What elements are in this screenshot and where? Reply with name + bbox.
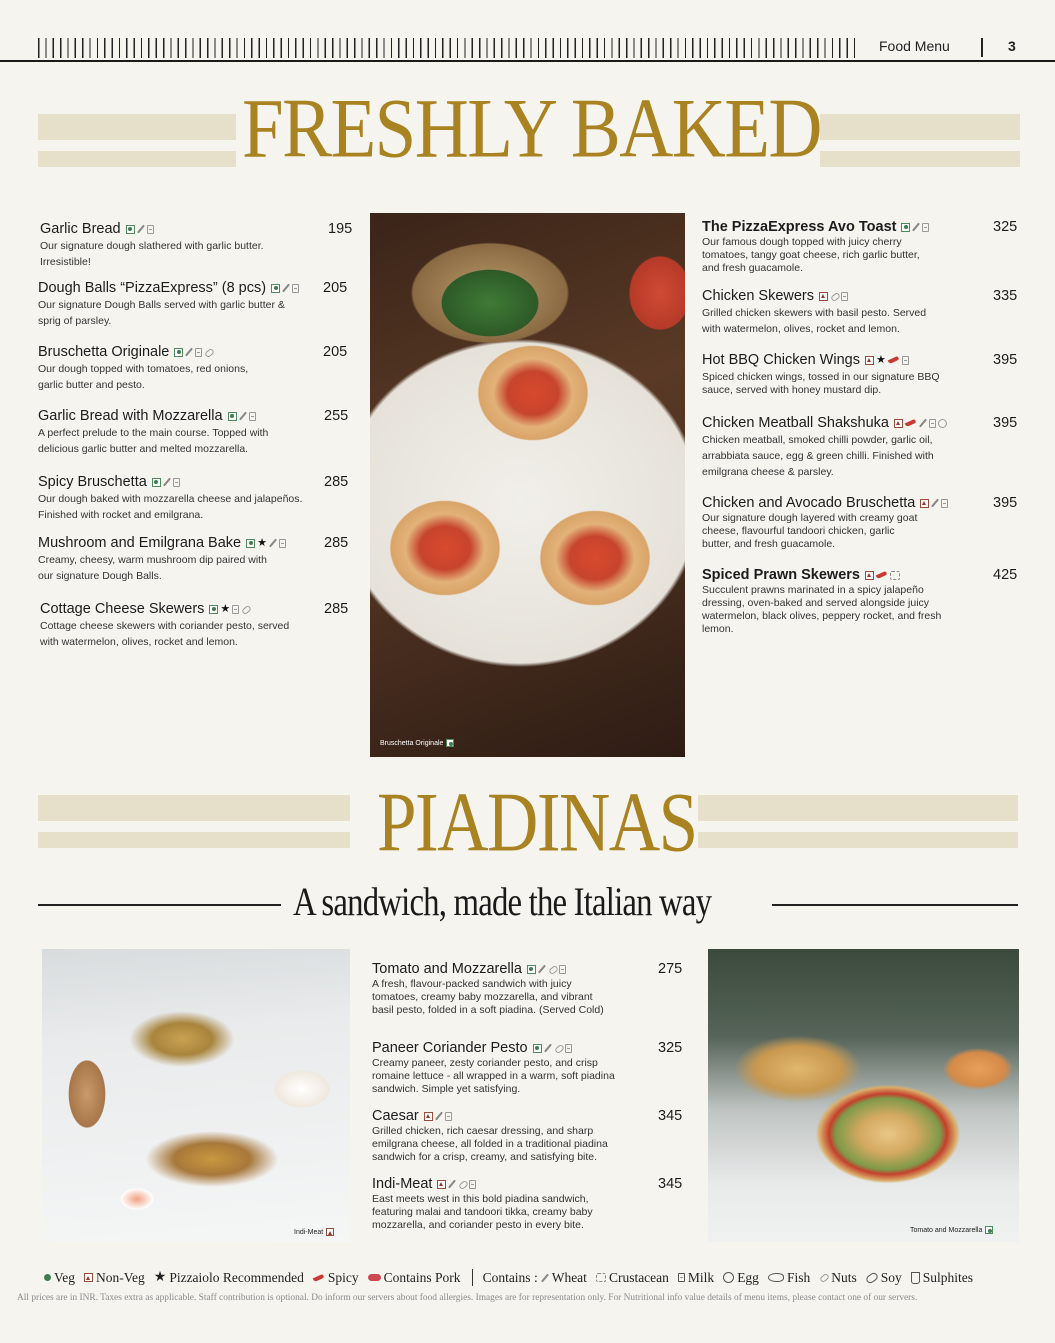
menu-item	[38, 344, 352, 393]
veg-icon	[44, 1274, 51, 1281]
item-price: 395	[993, 352, 1018, 368]
title-band	[38, 832, 350, 848]
item-description: A fresh, flavour-packed sandwich with juicy tomatoes, creamy baby mozzarella, and vibrant basil pesto, folded in a soft piadina. (Served Cold)	[372, 978, 604, 1016]
veg-icon	[527, 965, 536, 974]
item-description: Our dough topped with tomatoes, red onions, garlic butter and pesto.	[38, 363, 249, 391]
milk-icon	[147, 225, 154, 234]
item-price: 345	[658, 1176, 683, 1192]
menu-item	[702, 567, 1020, 636]
menu-item	[372, 1176, 686, 1232]
milk-icon	[841, 292, 848, 301]
item-name: Garlic Bread with Mozzarella	[38, 408, 223, 424]
menu-item	[702, 288, 1020, 337]
item-name: Dough Balls “PizzaExpress” (8 pcs)	[38, 280, 267, 296]
caption-text: Tomato and Mozzarella	[910, 1226, 983, 1234]
item-price: 275	[658, 961, 683, 977]
photo-caption	[380, 739, 454, 747]
non-veg-icon	[437, 1180, 446, 1189]
wheat-icon	[185, 348, 193, 356]
item-description: Our signature dough slathered with garlic butter. Irresistible!	[40, 240, 264, 268]
legend-nonveg: Non-Veg	[96, 1269, 145, 1285]
wheat-icon	[282, 284, 290, 292]
legend-sulphites: Sulphites	[922, 1269, 973, 1285]
menu-item	[38, 280, 352, 329]
non-veg-icon	[84, 1273, 93, 1282]
legend-crustacean: Crustacean	[608, 1269, 669, 1285]
section-title-freshly-baked: FRESHLY BAKED	[242, 80, 821, 175]
photo-caption	[294, 1228, 334, 1236]
title-band	[698, 795, 1018, 821]
milk-icon	[445, 1112, 452, 1121]
title-band	[38, 795, 350, 821]
menu-item	[702, 219, 1020, 275]
milk-icon	[232, 605, 239, 614]
photo-caption	[910, 1226, 993, 1234]
item-price: 325	[658, 1040, 683, 1056]
item-name: Indi-Meat	[372, 1176, 433, 1192]
milk-icon	[559, 965, 566, 974]
item-description: Our signature dough layered with creamy goat cheese, flavourful tandoori chicken, garlic butter, and fresh guacamole.	[702, 512, 918, 550]
item-price: 425	[993, 567, 1018, 583]
item-description: Cottage cheese skewers with coriander pesto, served with watermelon, olives, rocket and lemon.	[40, 620, 290, 648]
item-name: Paneer Coriander Pesto	[372, 1040, 528, 1056]
nuts-icon	[548, 965, 557, 974]
non-veg-icon	[819, 292, 828, 301]
veg-icon	[446, 739, 454, 747]
header-divider	[981, 38, 983, 57]
legend-fish: Fish	[786, 1269, 811, 1285]
legend-soy: Soy	[880, 1269, 902, 1285]
star-icon: ★	[153, 1270, 167, 1285]
non-veg-icon	[894, 419, 903, 428]
milk-icon	[249, 412, 256, 421]
title-band	[38, 114, 236, 140]
item-name: Mushroom and Emilgrana Bake	[38, 535, 242, 551]
milk-icon	[292, 284, 299, 293]
menu-item	[38, 408, 352, 457]
non-veg-icon	[920, 499, 929, 508]
milk-icon	[469, 1180, 476, 1189]
wheat-icon	[163, 478, 171, 486]
non-veg-icon	[865, 571, 874, 580]
wheat-icon	[435, 1112, 443, 1120]
legend-contains-label: Contains :	[482, 1269, 538, 1285]
egg-icon	[938, 419, 947, 428]
item-price: 205	[323, 344, 348, 360]
footnote-disclaimer: All prices are in INR. Taxes extra as applicable. Staff contribution is optional. Do inform our servers about food allergies. Images are for representation only. For Nutritional info value details of menu items, please contact one of our servers.	[17, 1293, 918, 1303]
page-header	[0, 0, 1055, 62]
menu-item	[372, 961, 686, 1017]
item-price: 335	[993, 288, 1018, 304]
legend-pork: Contains Pork	[383, 1269, 461, 1285]
menu-label: Food Menu	[879, 38, 950, 54]
item-description: Creamy paneer, zesty coriander pesto, and crisp romaine lettuce - all wrapped in a warm, soft piadina sandwich. Simple yet satisfying.	[372, 1057, 615, 1095]
menu-item	[38, 474, 352, 523]
menu-item	[702, 352, 1020, 397]
nuts-icon	[819, 1273, 828, 1282]
item-name: Chicken and Avocado Bruschetta	[702, 495, 916, 511]
item-description: Grilled chicken, rich caesar dressing, and sharp emilgrana cheese, all folded in a traditional piadina sandwich for a crisp, creamy, and satisfying bite.	[372, 1125, 608, 1163]
star-icon: ★	[257, 536, 267, 549]
veg-icon	[228, 412, 237, 421]
title-band	[820, 114, 1020, 140]
caption-text: Bruschetta Originale	[380, 739, 444, 747]
item-name: Cottage Cheese Skewers	[40, 601, 205, 617]
item-description: Our dough baked with mozzarella cheese and jalapeños. Finished with rocket and emilgrana.	[38, 493, 303, 521]
legend-recommended: Pizzaiolo Recommended	[169, 1269, 304, 1285]
title-band	[698, 832, 1018, 848]
section-title-piadinas: PIADINAS	[377, 774, 697, 869]
wheat-icon	[269, 539, 277, 547]
milk-icon	[678, 1273, 685, 1282]
page-number: 3	[1008, 38, 1016, 54]
legend-spicy: Spicy	[327, 1269, 359, 1285]
subtitle-rule	[772, 904, 1018, 906]
item-name: Tomato and Mozzarella	[372, 961, 522, 977]
item-price: 325	[993, 219, 1018, 235]
item-description: Succulent prawns marinated in a spicy jalapeño dressing, oven-baked and served alongside juicy watermelon, black olives, peppery rocket, and fresh lemon.	[702, 584, 942, 635]
decorative-barcode	[38, 38, 860, 58]
milk-icon	[941, 499, 948, 508]
veg-icon	[901, 223, 910, 232]
wheat-icon	[931, 499, 939, 507]
chilli-icon	[876, 571, 888, 579]
legend-veg: Veg	[54, 1269, 75, 1285]
photo-tomato-mozzarella	[708, 949, 1019, 1242]
menu-item	[40, 601, 352, 650]
wheat-icon	[239, 412, 247, 420]
veg-icon	[174, 348, 183, 357]
non-veg-icon	[326, 1228, 334, 1236]
item-name: Bruschetta Originale	[38, 344, 170, 360]
soy-icon	[865, 1271, 879, 1284]
item-price: 195	[328, 221, 353, 237]
item-price: 345	[658, 1108, 683, 1124]
egg-icon	[723, 1272, 734, 1283]
item-description: A perfect prelude to the main course. Topped with delicious garlic butter and melted mozzarella.	[38, 427, 269, 455]
item-price: 395	[993, 415, 1018, 431]
menu-item	[372, 1108, 686, 1164]
item-description: East meets west in this bold piadina sandwich, featuring malai and tandoori tikka, creamy baby mozzarella, and coriander pesto in every bite.	[372, 1193, 593, 1231]
item-price: 285	[324, 535, 349, 551]
non-veg-icon	[865, 356, 874, 365]
menu-item	[38, 535, 352, 584]
milk-icon	[565, 1044, 572, 1053]
menu-item	[702, 415, 1020, 480]
menu-item	[702, 495, 1020, 551]
veg-icon	[126, 225, 135, 234]
crustacean-icon	[890, 571, 900, 580]
legend-wheat: Wheat	[551, 1269, 587, 1285]
wheat-icon	[919, 419, 927, 427]
item-price: 205	[323, 280, 348, 296]
item-description: Our signature Dough Balls served with garlic butter & sprig of parsley.	[38, 299, 285, 327]
item-price: 285	[324, 474, 349, 490]
item-price: 255	[324, 408, 349, 424]
veg-icon	[271, 284, 280, 293]
veg-icon	[246, 539, 255, 548]
veg-icon	[533, 1044, 542, 1053]
item-description: Creamy, cheesy, warm mushroom dip paired with our signature Dough Balls.	[38, 554, 267, 582]
title-band	[820, 151, 1020, 167]
nuts-icon	[241, 605, 250, 614]
title-band	[38, 151, 236, 167]
star-icon: ★	[875, 353, 886, 366]
wheat-icon	[912, 223, 920, 231]
photo-bruschetta	[370, 213, 685, 757]
wheat-icon	[541, 1274, 549, 1282]
menu-item	[372, 1040, 686, 1096]
wheat-icon	[137, 225, 145, 233]
veg-icon	[985, 1226, 993, 1234]
star-icon: ★	[220, 602, 231, 615]
non-veg-icon	[424, 1112, 433, 1121]
nuts-icon	[204, 348, 213, 357]
subtitle-rule	[38, 904, 281, 906]
milk-icon	[929, 419, 936, 428]
item-name: The PizzaExpress Avo Toast	[702, 219, 897, 235]
nuts-icon	[830, 292, 839, 301]
item-name: Garlic Bread	[40, 221, 121, 237]
nuts-icon	[458, 1180, 467, 1189]
caption-text: Indi-Meat	[294, 1228, 324, 1236]
milk-icon	[279, 539, 286, 548]
chilli-icon	[905, 419, 917, 427]
legend	[44, 1269, 982, 1286]
veg-icon	[152, 478, 161, 487]
legend-divider	[472, 1269, 473, 1286]
item-description: Chicken meatball, smoked chilli powder, garlic oil, arrabbiata sauce, egg & green chilli. Finished with emilgrana cheese & parsley.	[702, 434, 934, 478]
item-price: 395	[993, 495, 1018, 511]
item-description: Grilled chicken skewers with basil pesto. Served with watermelon, olives, rocket and lemon.	[702, 307, 927, 335]
milk-icon	[195, 348, 202, 357]
wheat-icon	[538, 965, 546, 973]
chilli-icon	[888, 356, 900, 364]
menu-item	[40, 221, 352, 270]
fish-icon	[768, 1273, 784, 1282]
photo-indi-meat	[42, 949, 350, 1242]
item-price: 285	[324, 601, 349, 617]
item-name: Spiced Prawn Skewers	[702, 567, 860, 583]
legend-milk: Milk	[687, 1269, 715, 1285]
wheat-icon	[544, 1044, 552, 1052]
veg-icon	[209, 605, 218, 614]
legend-egg: Egg	[737, 1269, 759, 1285]
sulphites-icon	[911, 1272, 920, 1284]
milk-icon	[902, 356, 909, 365]
item-description: Our famous dough topped with juicy cherry tomatoes, tangy goat cheese, rich garlic butter, and fresh guacamole.	[702, 236, 920, 274]
item-name: Spicy Bruschetta	[38, 474, 147, 490]
chilli-icon	[313, 1274, 325, 1282]
item-description: Spiced chicken wings, tossed in our signature BBQ sauce, served with honey mustard dip.	[702, 371, 940, 396]
piadinas-subtitle: A sandwich, made the Italian way	[293, 879, 712, 924]
item-name: Caesar	[372, 1108, 419, 1124]
nuts-icon	[554, 1044, 563, 1053]
item-name: Chicken Meatball Shakshuka	[702, 415, 889, 431]
milk-icon	[173, 478, 180, 487]
crustacean-icon	[596, 1273, 606, 1282]
legend-nuts: Nuts	[831, 1269, 857, 1285]
item-name: Chicken Skewers	[702, 288, 815, 304]
pork-icon	[368, 1274, 381, 1281]
item-name: Hot BBQ Chicken Wings	[702, 352, 860, 368]
milk-icon	[922, 223, 929, 232]
wheat-icon	[448, 1180, 456, 1188]
